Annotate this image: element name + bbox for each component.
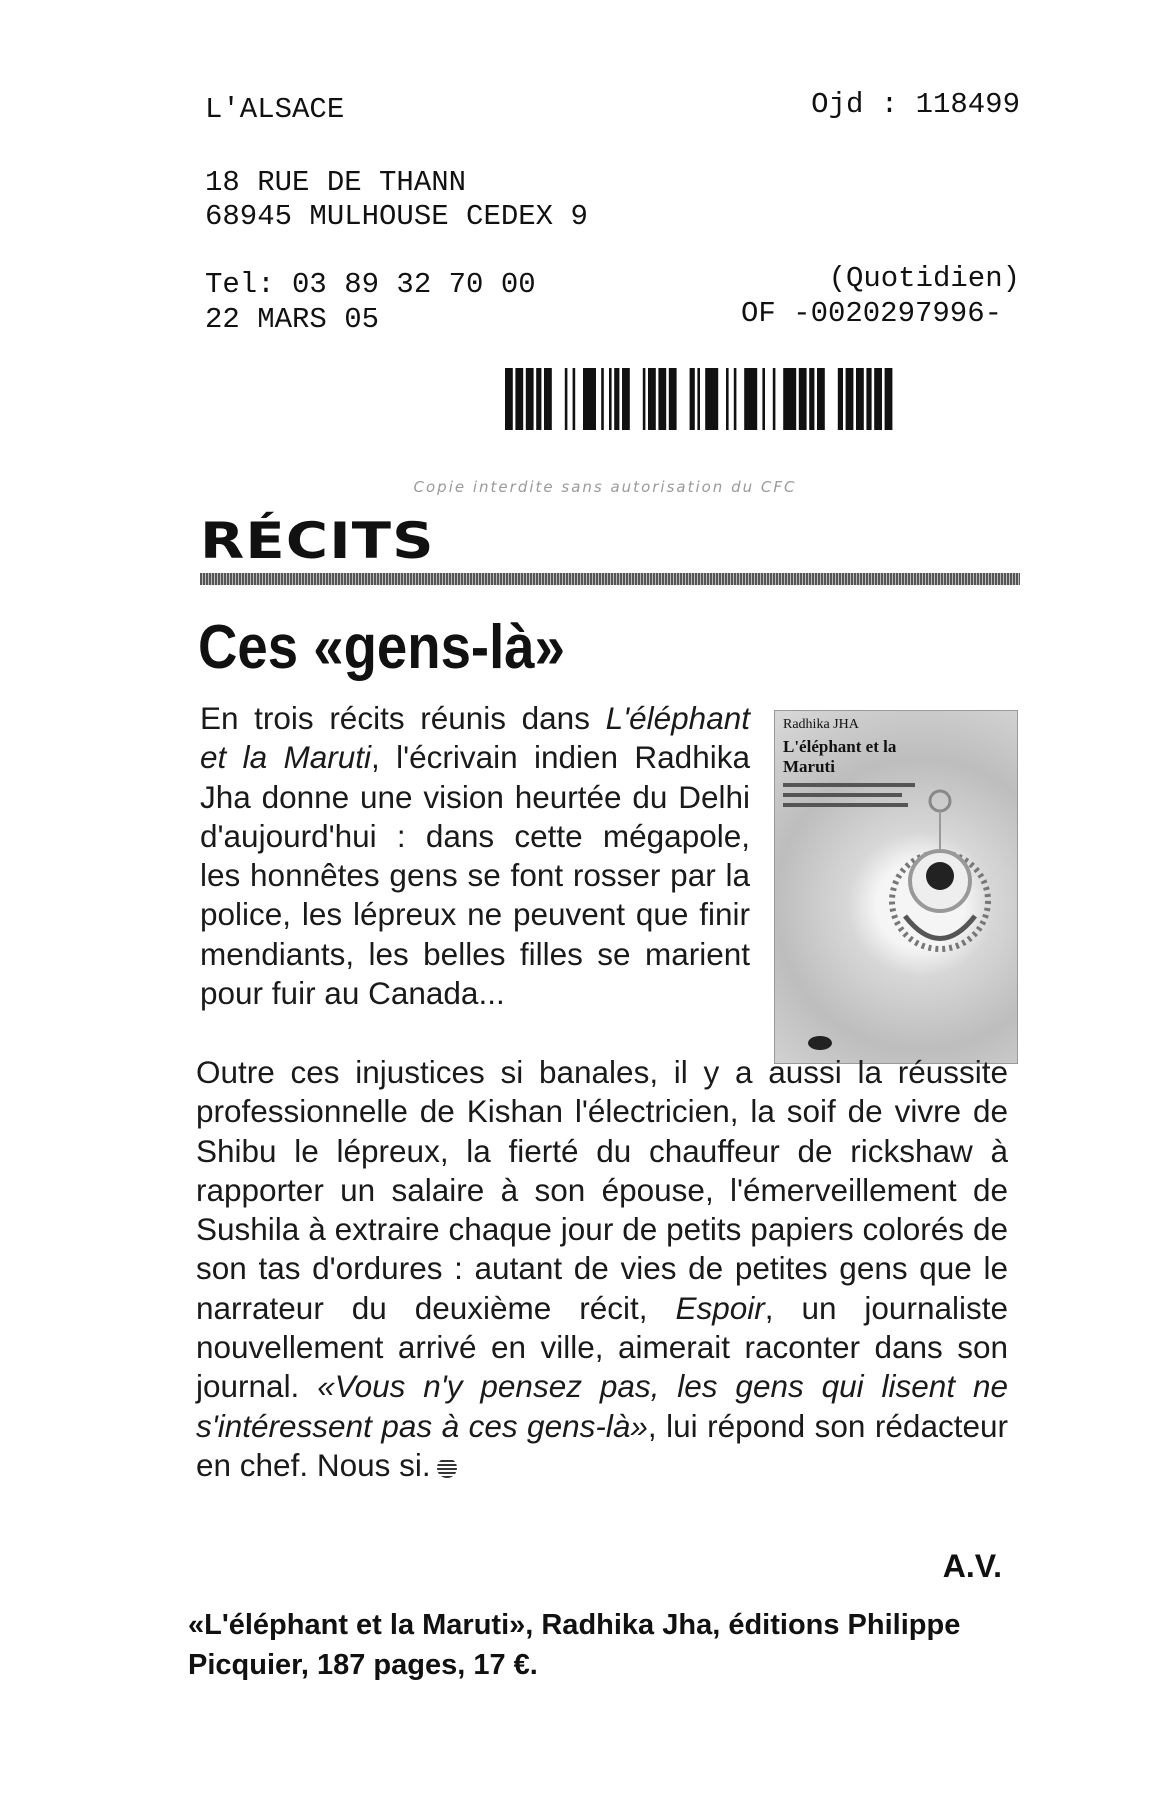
address-line-2: 68945 MULHOUSE CEDEX 9 [205,200,588,233]
barcode-bar [783,368,796,430]
ojd-circulation: Ojd : 118499 [811,88,1020,121]
article-paragraph-1: En trois récits réunis dans L'éléphant et la Maruti, l'écrivain indien Radhika Jha donne une vision heurtée du Delhi d'aujourd'hui : dans cette mégapole, les honnêtes gens se font rosser par la police, les lépreux ne peuvent que finir mendiants, les belles filles se marient pour fuir au Canada... [200,700,750,1012]
barcode-bar [648,368,656,430]
barcode-bar [643,368,646,430]
copy-notice: Copie interdite sans autorisation du CFC [413,478,797,496]
book-credits: «L'éléphant et la Maruti», Radhika Jha, éditions Philippe Picquier, 187 pages, 17 €. [188,1609,961,1681]
barcode-bar [536,368,541,430]
barcode-bar [846,368,854,430]
barcode-bar [799,368,807,430]
barcode-bar [622,368,630,430]
article-headline: Ces «gens-là» [198,613,565,682]
barcode-bar [697,368,700,430]
article-paragraph-2: Outre ces injustices si banales, il y a aussi la réussite professionnelle de Kishan l'électricien, la soif de vivre de Shibu le lépreux, la fierté du chauffeur de rickshaw à rapporter un salaire à son épouse, l'émerveillement de Sushila à extraire chaque jour de petits papiers colorés de son tas d'ordures : autant de vies de petites gens que le narrateur du deuxième récit, Espoir, un journaliste nouvellement arrivé en ville, aimerait raconter dans son journal. «Vous n'y pensez pas, les gens qui lisent ne s'intéressent pas à ces gens-là», lui répond son rédacteur en chef. Nous si. [196,1054,1008,1483]
barcode-bar [544,368,552,430]
barcode-bar [526,368,534,430]
barcode-bar [856,368,864,430]
barcode-bar [505,368,513,430]
barcode-bar [658,368,666,430]
barcode-bar [583,368,596,430]
barcode-bar [885,368,893,430]
barcode-bar [817,368,825,430]
barcode-bar [705,368,718,430]
jewel-illustration [875,771,1005,991]
barcode-bar [874,368,882,430]
barcode-bar [726,368,729,430]
barcode-bar [744,368,757,430]
end-of-article-icon [437,1458,457,1478]
barcode-bar [609,368,612,430]
barcode-bar [565,368,568,430]
book-cover-image [774,710,1018,1064]
barcode-bar [734,368,737,430]
section-rule [200,573,1020,585]
barcode-bar [838,368,843,430]
barcode-bar [573,368,576,430]
barcode-bar [690,368,695,430]
cover-author: Radhika JHA [783,717,859,732]
barcode-bar [866,368,871,430]
editor-quote: «Vous n'y pensez pas, les gens qui lisent ne s'intéressent pas à ces gens-là» [196,1368,1008,1444]
barcode-bar [773,368,776,430]
barcode-bar [515,368,523,430]
barcode-bar [762,368,765,430]
book-title-reference: L'éléphant et la Maruti [200,700,750,776]
section-label: RÉCITS [200,512,435,570]
publication-name: L'ALSACE [205,93,345,126]
story-title-reference: Espoir [675,1289,765,1326]
barcode-bar [809,368,814,430]
barcode-bar [601,368,604,430]
cover-title: L'éléphant et la Maruti [783,737,897,776]
reference-number: OF -0020297996- [740,297,1002,330]
telephone: Tel: 03 89 32 70 00 [205,268,536,301]
barcode [505,368,1005,430]
barcode-bar [669,368,677,430]
publisher-logo [805,1031,835,1051]
publication-date: 22 MARS 05 [205,303,380,336]
author-signature: A.V. [942,1548,1002,1584]
barcode-bar [614,368,619,430]
address-line-1: 18 RUE DE THANN [205,166,467,199]
periodicity: (Quotidien) [828,262,1020,295]
